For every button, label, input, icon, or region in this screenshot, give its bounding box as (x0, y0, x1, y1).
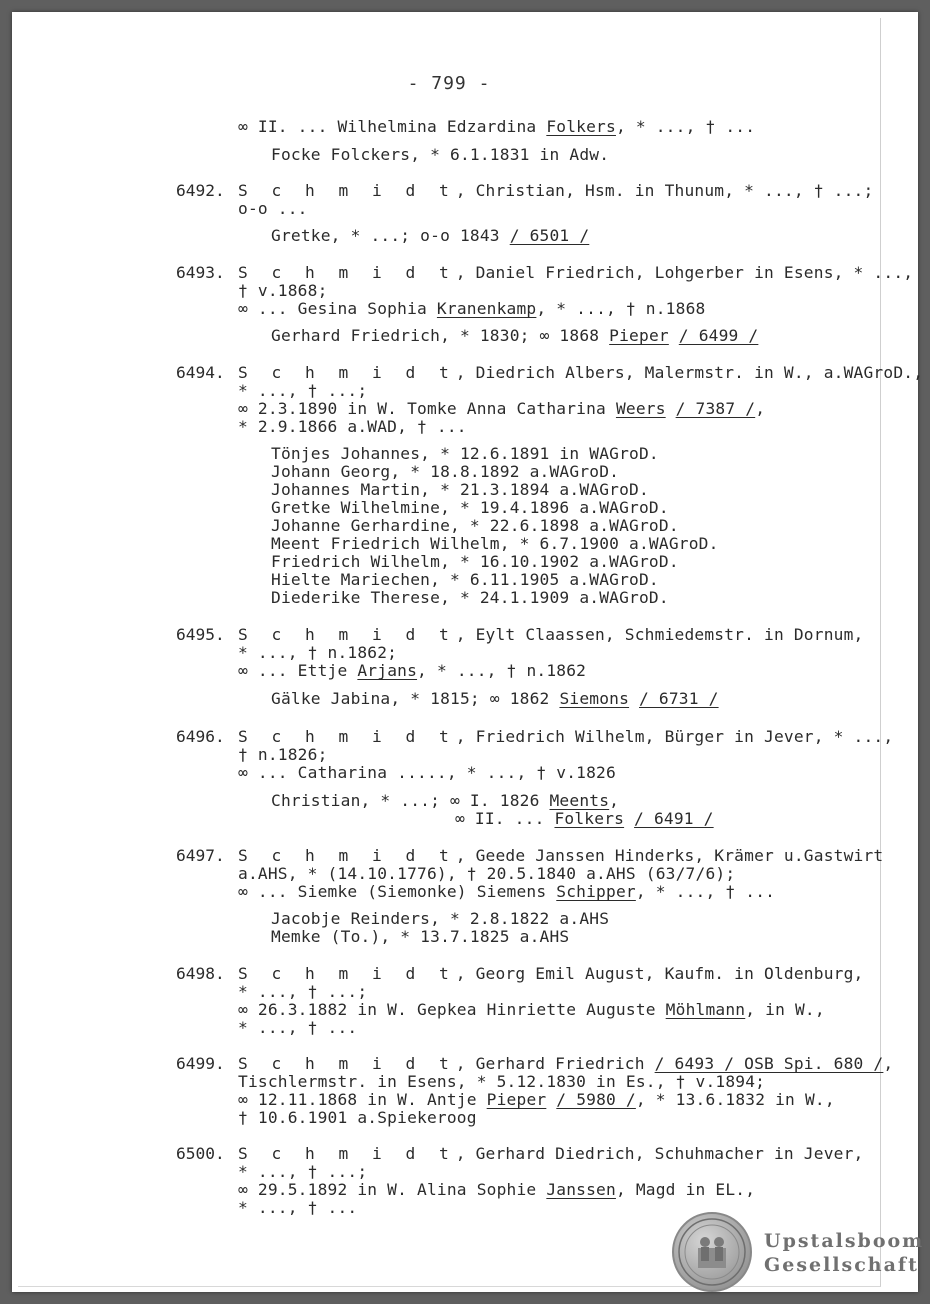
child-line: Jacobje Reinders, * 2.8.1822 a.AHS (271, 909, 610, 928)
text-line: S c h m i d t, Georg Emil August, Kaufm. in Oldenburg, (238, 964, 864, 983)
document-page (18, 18, 924, 1287)
reference: / 7387 / (675, 399, 756, 418)
entry-number: 6492. (176, 181, 225, 200)
reference: / 6493 / OSB Spi. 680 / (654, 1054, 884, 1073)
text-line: * ..., † ... (238, 1018, 358, 1037)
child-line: Gerhard Friedrich, * 1830; ∞ 1868 Pieper / 6499 / (271, 326, 759, 345)
seal-icon (672, 1212, 752, 1292)
surname-link: Pieper (609, 326, 669, 345)
surname-link: Folkers (554, 809, 625, 828)
text-line: S c h m i d t, Gerhard Friedrich / 6493 / OSB Spi. 680 /, (238, 1054, 894, 1073)
text-line: S c h m i d t, Geede Janssen Hinderks, Krämer u.Gastwirt (238, 846, 884, 865)
text-line: ∞ 26.3.1882 in W. Gepkea Hinriette Auguste Möhlmann, in W., (238, 1000, 825, 1019)
reference: / 6491 / (634, 809, 714, 828)
text-line: ∞ 12.11.1868 in W. Antje Pieper / 5980 /, * 13.6.1832 in W., (238, 1090, 835, 1109)
reference: / 6731 / (639, 689, 719, 708)
text-line: * ..., † n.1862; (238, 643, 398, 662)
logo-text-line1: Upstalsboom (764, 1230, 925, 1252)
text-line: ∞ ... Catharina ....., * ..., † v.1826 (238, 763, 616, 782)
surname-link: Möhlmann (665, 1000, 746, 1019)
text-line: * ..., † ...; (238, 982, 368, 1001)
page-number: - 799 - (407, 73, 491, 94)
child-line: Memke (To.), * 13.7.1825 a.AHS (271, 927, 570, 946)
child-line: Diederike Therese, * 24.1.1909 a.WAGroD. (271, 588, 669, 607)
text-line: * 2.9.1866 a.WAD, † ... (238, 417, 467, 436)
text-line: * ..., † ... (238, 1198, 358, 1217)
child-line: Tönjes Johannes, * 12.6.1891 in WAGroD. (271, 444, 659, 463)
entry-number: 6493. (176, 263, 225, 282)
entry-number: 6496. (176, 727, 225, 746)
child-line: Focke Folckers, * 6.1.1831 in Adw. (271, 145, 610, 164)
surname-link: Meents (549, 791, 610, 810)
text-line: S c h m i d t, Diedrich Albers, Malermstr. in W., a.WAGroD., (238, 363, 924, 382)
surname-link: Arjans (357, 661, 418, 680)
text-line: ∞ ... Siemke (Siemonke) Siemens Schipper, * ..., † ... (238, 882, 776, 901)
text-line: ∞ 2.3.1890 in W. Tomke Anna Catharina Weers / 7387 /, (238, 399, 766, 418)
surname-link: Weers (615, 399, 666, 418)
entry-number: 6499. (176, 1054, 225, 1073)
text-line: S c h m i d t, Eylt Claassen, Schmiedemstr. in Dornum, (238, 625, 864, 644)
entry-number: 6497. (176, 846, 225, 865)
child-line: Johannes Martin, * 21.3.1894 a.WAGroD. (271, 480, 649, 499)
entry-number: 6500. (176, 1144, 225, 1163)
reference: / 6499 / (678, 326, 759, 345)
child-line: Meent Friedrich Wilhelm, * 6.7.1900 a.WAGroD. (271, 534, 719, 553)
text-line: ∞ ... Gesina Sophia Kranenkamp, * ..., † n.1868 (238, 299, 706, 318)
text-line: ∞ 29.5.1892 in W. Alina Sophie Janssen, Magd in EL., (238, 1180, 756, 1199)
surname-link: Pieper (486, 1090, 547, 1109)
child-line: Gretke Wilhelmine, * 19.4.1896 a.WAGroD. (271, 498, 669, 517)
surname-link: Folkers (546, 117, 616, 136)
surname-link: Schipper (556, 882, 636, 901)
text-line: S c h m i d t, Daniel Friedrich, Lohgerber in Esens, * ..., (238, 263, 914, 282)
reference: / 6501 / (509, 226, 590, 245)
text-line: * ..., † ...; (238, 381, 368, 400)
text-line: † 10.6.1901 a.Spiekeroog (238, 1108, 477, 1127)
child-line: Hielte Mariechen, * 6.11.1905 a.WAGroD. (271, 570, 659, 589)
entry-number: 6498. (176, 964, 225, 983)
page-frame (12, 12, 925, 1292)
surname-link: Kranenkamp (436, 299, 537, 318)
text-line: S c h m i d t, Friedrich Wilhelm, Bürger in Jever, * ..., (238, 727, 894, 746)
text-line: S c h m i d t, Christian, Hsm. in Thunum, * ..., † ...; (238, 181, 874, 200)
text-line: ∞ ... Ettje Arjans, * ..., † n.1862 (238, 661, 587, 680)
text-line: o-o ... (238, 199, 308, 218)
child-line: Christian, * ...; ∞ I. 1826 Meents, (271, 791, 620, 810)
society-logo (672, 1212, 925, 1292)
text-line: * ..., † ...; (238, 1162, 368, 1181)
logo-text-line2: Gesellschaft (764, 1254, 919, 1276)
entry-number: 6494. (176, 363, 225, 382)
child-line: Friedrich Wilhelm, * 16.10.1902 a.WAGroD. (271, 552, 679, 571)
child-line: Gretke, * ...; o-o 1843 / 6501 / (271, 226, 590, 245)
text-line: ∞ II. ... Wilhelmina Edzardina Folkers, * ..., † ... (238, 117, 756, 136)
child-line: Johann Georg, * 18.8.1892 a.WAGroD. (271, 462, 620, 481)
child-line: Johanne Gerhardine, * 22.6.1898 a.WAGroD. (271, 516, 679, 535)
child-line: Gälke Jabina, * 1815; ∞ 1862 Siemons / 6731 / (271, 689, 719, 708)
text-line: Tischlermstr. in Esens, * 5.12.1830 in Es., † v.1894; (238, 1072, 766, 1091)
surname-link: Janssen (546, 1180, 616, 1199)
text-line: † v.1868; (238, 281, 328, 300)
text-line: † n.1826; (238, 745, 328, 764)
reference: / 5980 / (556, 1090, 636, 1109)
text-line: a.AHS, * (14.10.1776), † 20.5.1840 a.AHS (63/7/6); (238, 864, 736, 883)
entry-number: 6495. (176, 625, 225, 644)
surname-link: Siemons (559, 689, 630, 708)
text-line: S c h m i d t, Gerhard Diedrich, Schuhmacher in Jever, (238, 1144, 864, 1163)
child-line: ∞ II. ... Folkers / 6491 / (455, 809, 714, 828)
